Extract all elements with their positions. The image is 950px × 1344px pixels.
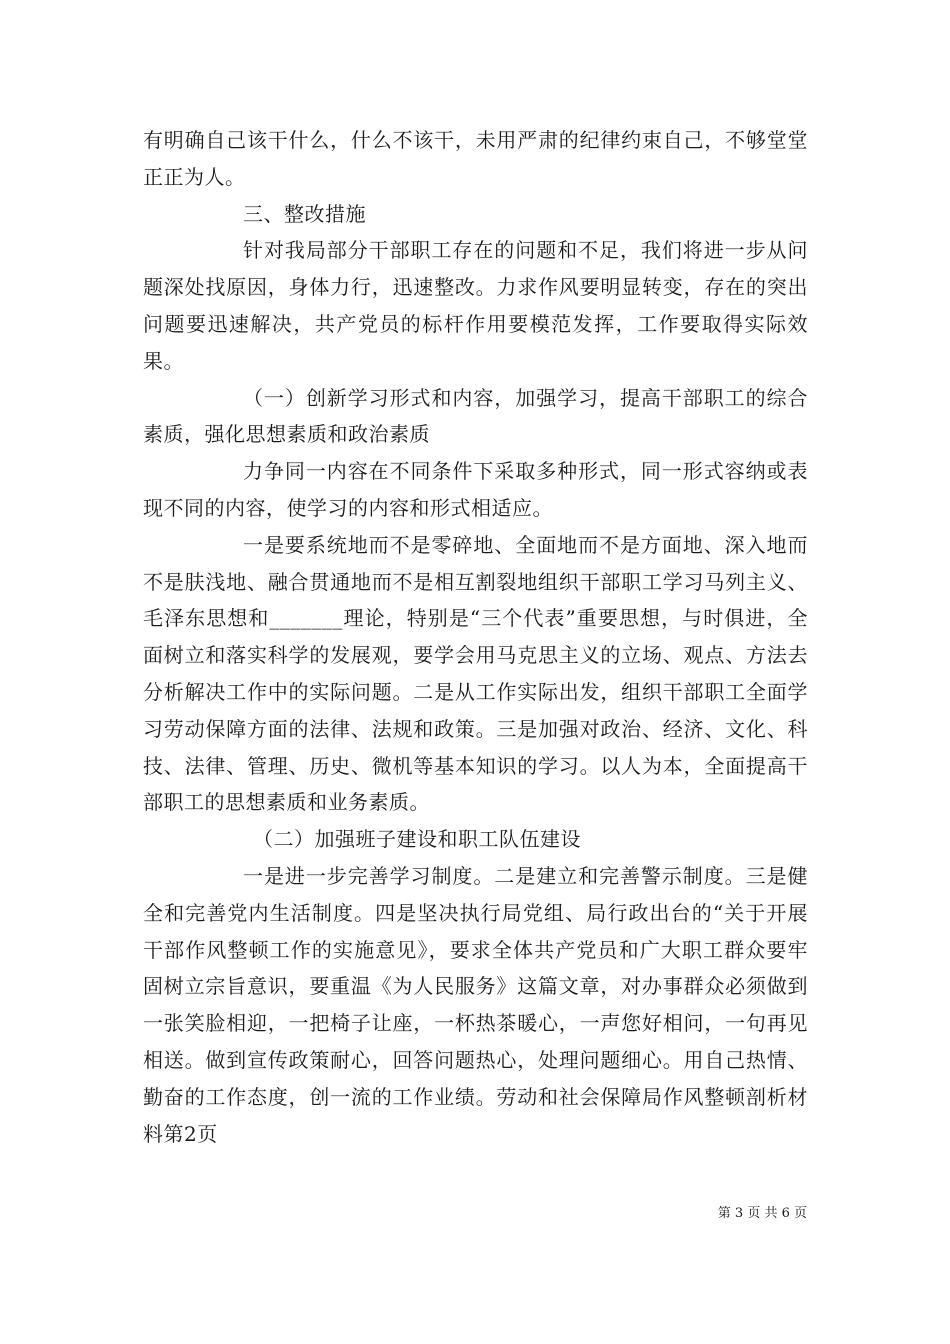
paragraph-study-forms: 力争同一内容在不同条件下采取多种形式，同一形式容纳或表现不同的内容，使学习的内容和形式相适应。 <box>143 459 808 520</box>
subsection-heading-1: （一）创新学习形式和内容，加强学习，提高干部职工的综合素质，强化思想素质和政治素质 <box>143 385 808 447</box>
page-number-footer: 第 3 页 共 6 页 <box>717 1206 807 1221</box>
paragraph-team-building: 一是进一步完善学习制度。二是建立和完善警示制度。三是健全和完善党内生活制度。四是坚决执行局党组、局行政出台的“关于开展干部作风整顿工作的实施意见》，要求全体共产党员和广大职工群众要牢固树立宗旨意识，要重温《为人民服务》这篇文章，对办事群众必须做到一张笑脸相迎，一把椅子让座，一杯热茶暖心，一声您好相问，一句再见相送。做到宣传政策耐心，回答问题热心，处理问题细心。用自己热情、勤奋的工作态度，创一流的工作业绩。劳动和社会保障局作风整顿剖析材料第2页 <box>143 863 808 1146</box>
paragraph-intro: 针对我局部分干部职工存在的问题和不足，我们将进一步从问题深处找原因，身体力行，迅速整改。力求作风要明显转变，存在的突出问题要迅速解决，共产党员的标杆作用要模范发挥，工作要取得实际效果。 <box>143 238 808 373</box>
subsection-heading-2: （二）加强班子建设和职工队伍建设 <box>253 827 581 852</box>
document-body <box>143 122 808 1152</box>
section-heading-rectification: 三、整改措施 <box>243 201 366 226</box>
paragraph-study-content: 一是要系统地而不是零碎地、全面地而不是方面地、深入地而不是肤浅地、融合贯通地而不是相互割裂地组织干部职工学习马列主义、毛泽东思想和_______理论，特别是“三个代表”重要思想，与时俱进，全面树立和落实科学的发展观，要学会用马克思主义的立场、观点、方法去分析解决工作中的实际问题。二是从工作实际出发，组织干部职工全面学习劳动保障方面的法律、法规和政策。三是加强对政治、经济、文化、科技、法律、管理、历史、微机等基本知识的学习。以人为本，全面提高干部职工的思想素质和业务素质。 <box>143 532 808 815</box>
paragraph-continuation: 有明确自己该干什么，什么不该干，未用严肃的纪律约束自己，不够堂堂正正为人。 <box>143 128 808 189</box>
